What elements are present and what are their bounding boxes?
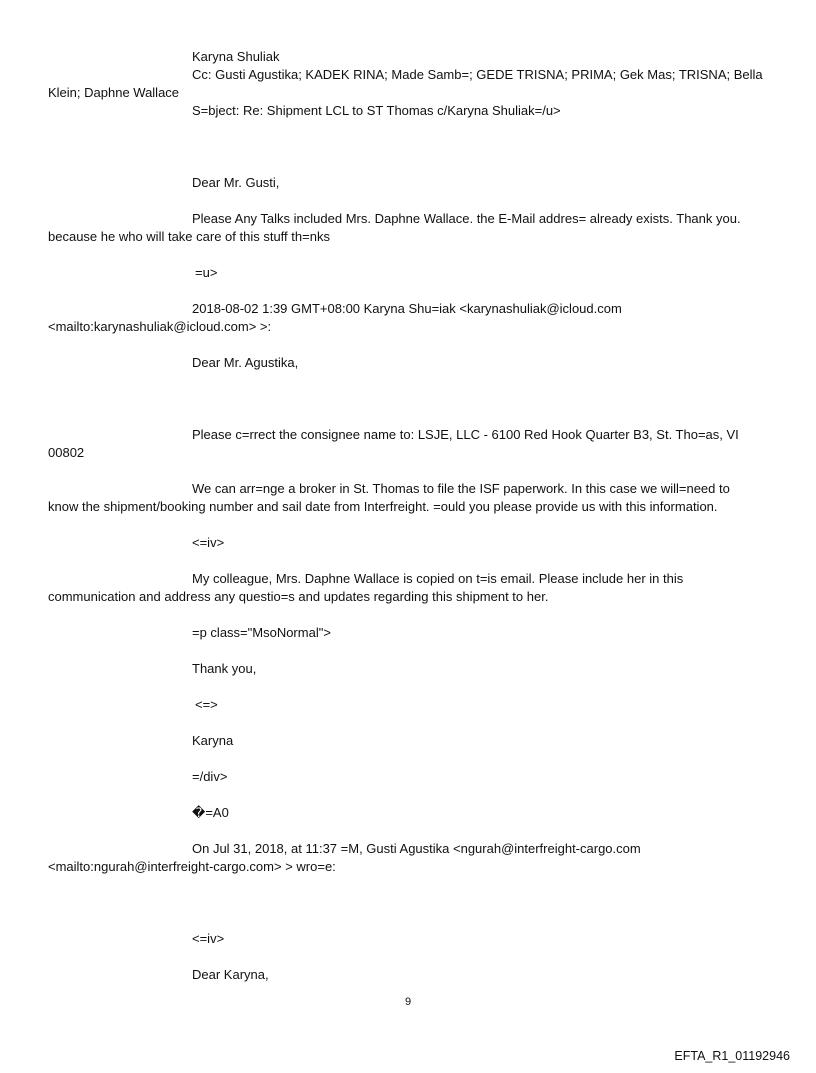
earlier-header-continued: <mailto:ngurah@interfreight-cargo.com> > wro=e: — [48, 859, 336, 874]
earlier-greeting: Dear Karyna, — [192, 967, 269, 982]
encoding-artifact: =/div> — [192, 769, 228, 784]
quoted-paragraph-continued: 00802 — [48, 445, 85, 460]
reply-paragraph-continued: because he who will take care of this stuff th=nks — [48, 229, 330, 244]
encoding-artifact: =u> — [195, 265, 218, 280]
document-id: EFTA_R1_01192946 — [674, 1049, 790, 1063]
from-name: Karyna Shuliak — [192, 49, 280, 64]
cc-line-continued: Klein; Daphne Wallace — [48, 85, 180, 100]
quoted-paragraph: We can arr=nge a broker in St. Thomas to file the ISF paperwork. In this case we will=need to — [192, 481, 730, 496]
subject-line: S=bject: Re: Shipment LCL to ST Thomas c/Karyna Shuliak=/u> — [192, 103, 561, 118]
page-number: 9 — [404, 996, 412, 1008]
quoted-thanks: Thank you, — [192, 661, 257, 676]
quoted-header: 2018-08-02 1:39 GMT+08:00 Karyna Shu=iak <karynashuliak@icloud.com — [192, 301, 622, 316]
encoding-artifact: <=iv> — [192, 535, 225, 550]
quoted-paragraph-continued: communication and address any questio=s and updates regarding this shipment to her. — [48, 589, 549, 604]
encoding-artifact: <=iv> — [192, 931, 225, 946]
encoding-artifact: <=> — [195, 697, 218, 712]
earlier-header: On Jul 31, 2018, at 11:37 =M, Gusti Agustika <ngurah@interfreight-cargo.com — [192, 841, 641, 856]
quoted-signature: Karyna — [192, 733, 234, 748]
encoding-artifact: �=A0 — [192, 805, 229, 820]
quoted-greeting: Dear Mr. Agustika, — [192, 355, 299, 370]
quoted-paragraph: My colleague, Mrs. Daphne Wallace is copied on t=is email. Please include her in this — [192, 571, 684, 586]
reply-paragraph: Please Any Talks included Mrs. Daphne Wallace. the E-Mail addres= already exists. Thank you. — [192, 211, 741, 226]
quoted-paragraph: Please c=rrect the consignee name to: LSJE, LLC - 6100 Red Hook Quarter B3, St. Tho=as, VI — [192, 427, 739, 442]
reply-greeting: Dear Mr. Gusti, — [192, 175, 280, 190]
quoted-paragraph-continued: know the shipment/booking number and sail date from Interfreight. =ould you please provide us with this information. — [48, 499, 718, 514]
encoding-artifact: =p class="MsoNormal"> — [192, 625, 331, 640]
quoted-header-continued: <mailto:karynashuliak@icloud.com> >: — [48, 319, 272, 334]
cc-line: Cc: Gusti Agustika; KADEK RINA; Made Samb=; GEDE TRISNA; PRIMA; Gek Mas; TRISNA; Bella — [192, 67, 763, 82]
